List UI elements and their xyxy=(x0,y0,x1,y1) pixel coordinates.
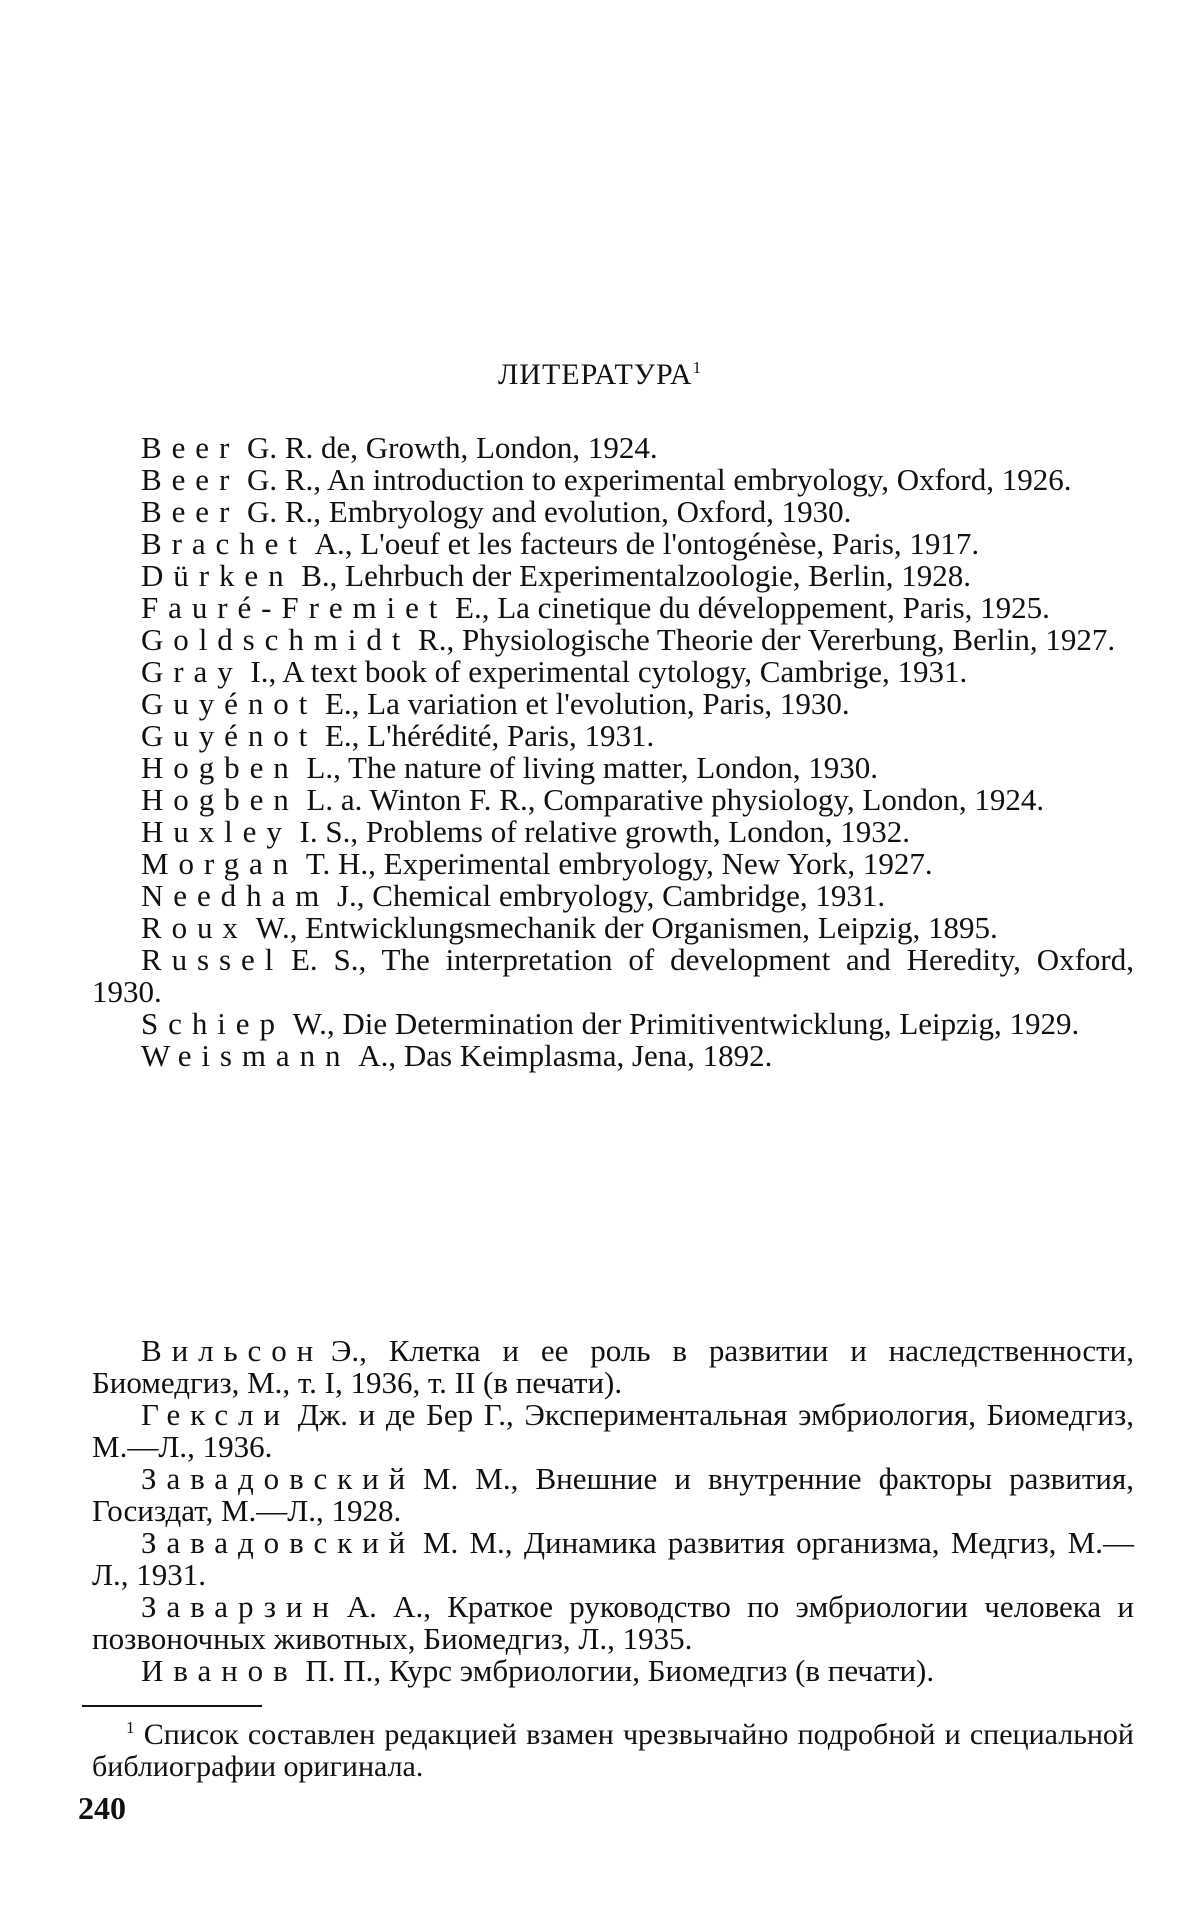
reference-entry xyxy=(92,880,1134,912)
heading-title: ЛИТЕРАТУРА xyxy=(497,358,693,391)
reference-details: E., La variation et l'evolution, Paris, 1930. xyxy=(324,686,850,721)
reference-author: Huxley xyxy=(141,814,292,849)
reference-details: B., Lehrbuch der Experimentalzoologie, Berlin, 1928. xyxy=(301,558,972,593)
reference-details: T. H., Experimental embryology, New York, 1927. xyxy=(305,846,933,881)
reference-details: М. М., Внешние и внутренние факторы развития, Госиздат, М.—Л., 1928. xyxy=(92,1461,1134,1528)
reference-author: Beer xyxy=(141,462,240,497)
section-heading xyxy=(0,358,1200,392)
reference-entry xyxy=(92,816,1134,848)
reference-details: W., Entwicklungsmechanik der Organismen, Leipzig, 1895. xyxy=(255,910,998,945)
reference-author: Гексли xyxy=(141,1397,290,1432)
reference-author: Заварзин xyxy=(141,1589,339,1624)
reference-entry xyxy=(92,1040,1134,1072)
reference-entry xyxy=(92,784,1134,816)
reference-author: Schiep xyxy=(141,1006,285,1041)
reference-author: Needham xyxy=(141,878,330,913)
reference-details: I. S., Problems of relative growth, London, 1932. xyxy=(299,814,910,849)
reference-entry xyxy=(92,848,1134,880)
cyrillic-bibliography xyxy=(92,1335,1134,1687)
reference-author: Hogben xyxy=(141,750,299,785)
reference-entry xyxy=(92,464,1134,496)
reference-entry xyxy=(92,688,1134,720)
reference-entry xyxy=(92,1335,1134,1399)
reference-author: Beer xyxy=(141,494,240,529)
reference-author: Weismann xyxy=(141,1038,351,1073)
reference-author: Завадовский xyxy=(141,1461,416,1496)
reference-details: I., A text book of experimental cytology, Cambrige, 1931. xyxy=(250,654,968,689)
reference-details: G. R. de, Growth, London, 1924. xyxy=(246,430,658,465)
reference-author: Hogben xyxy=(141,782,299,817)
footnote-marker: 1 xyxy=(692,358,703,377)
reference-author: Вильсон xyxy=(141,1333,324,1368)
reference-author: Иванов xyxy=(141,1653,298,1688)
reference-entry xyxy=(92,592,1134,624)
reference-entry xyxy=(92,1591,1134,1655)
reference-author: Brachet xyxy=(141,526,307,561)
reference-entry xyxy=(92,720,1134,752)
reference-author: Morgan xyxy=(141,846,299,881)
reference-author: Dürken xyxy=(141,558,294,593)
reference-entry xyxy=(92,912,1134,944)
reference-entry xyxy=(92,1008,1134,1040)
reference-author: Russel xyxy=(141,942,284,977)
reference-details: E., L'hérédité, Paris, 1931. xyxy=(324,718,655,753)
reference-details: W., Die Determination der Primitiventwicklung, Leipzig, 1929. xyxy=(292,1006,1080,1041)
reference-details: G. R., An introduction to experimental embryology, Oxford, 1926. xyxy=(246,462,1072,497)
footnote-number: 1 xyxy=(126,1718,135,1737)
reference-entry xyxy=(92,432,1134,464)
reference-entry xyxy=(92,496,1134,528)
reference-author: Gray xyxy=(141,654,243,689)
reference-author: Guyénot xyxy=(141,718,318,753)
reference-entry xyxy=(92,528,1134,560)
reference-author: Roux xyxy=(141,910,248,945)
reference-author: Goldschmidt xyxy=(141,622,411,657)
reference-author: Завадовский xyxy=(141,1525,416,1560)
reference-entry xyxy=(92,656,1134,688)
reference-details: A., Das Keimplasma, Jena, 1892. xyxy=(358,1038,773,1073)
reference-details: L. a. Winton F. R., Comparative physiology, London, 1924. xyxy=(306,782,1045,817)
reference-entry xyxy=(92,944,1134,1008)
latin-bibliography xyxy=(92,432,1134,1072)
reference-details: П. П., Курс эмбриологии, Биомедгиз (в печати). xyxy=(305,1653,935,1688)
footnote-text: Список составлен редакцией взамен чрезвычайно подробной и специальной библиографии оригинала. xyxy=(92,1718,1134,1783)
reference-entry xyxy=(92,752,1134,784)
reference-details: L., The nature of living matter, London, 1930. xyxy=(306,750,878,785)
reference-details: R., Physiologische Theorie der Vererbung, Berlin, 1927. xyxy=(418,622,1116,657)
reference-details: E. S., The interpretation of development and Heredity, Oxford, 1930. xyxy=(92,942,1134,1009)
reference-details: J., Chemical embryology, Cambridge, 1931. xyxy=(336,878,886,913)
reference-author: Guyénot xyxy=(141,686,318,721)
reference-entry xyxy=(92,1527,1134,1591)
reference-entry xyxy=(92,1655,1134,1687)
reference-details: G. R., Embryology and evolution, Oxford, 1930. xyxy=(246,494,852,529)
footnote-divider xyxy=(82,1705,262,1707)
reference-author: Beer xyxy=(141,430,240,465)
reference-details: Дж. и де Бер Г., Экспериментальная эмбриология, Биомедгиз, М.—Л., 1936. xyxy=(92,1397,1134,1464)
reference-details: E., La cinetique du développement, Paris, 1925. xyxy=(455,590,1050,625)
reference-details: A., L'oeuf et les facteurs de l'ontogénèse, Paris, 1917. xyxy=(314,526,980,561)
reference-entry xyxy=(92,560,1134,592)
reference-details: М. М., Динамика развития организма, Медгиз, М.—Л., 1931. xyxy=(92,1525,1134,1592)
reference-details: А. А., Краткое руководство по эмбриологии человека и позвоночных животных, Биомедгиз, Л., 1935. xyxy=(92,1589,1134,1656)
reference-entry xyxy=(92,624,1134,656)
reference-author: Fauré-Fremiet xyxy=(141,590,448,625)
footnote xyxy=(92,1719,1134,1783)
reference-entry xyxy=(92,1463,1134,1527)
page-number: 240 xyxy=(78,1790,126,1826)
reference-details: Э., Клетка и ее роль в развитии и наследственности, Биомедгиз, М., т. I, 1936, т. II (в печати). xyxy=(92,1333,1134,1400)
reference-entry xyxy=(92,1399,1134,1463)
